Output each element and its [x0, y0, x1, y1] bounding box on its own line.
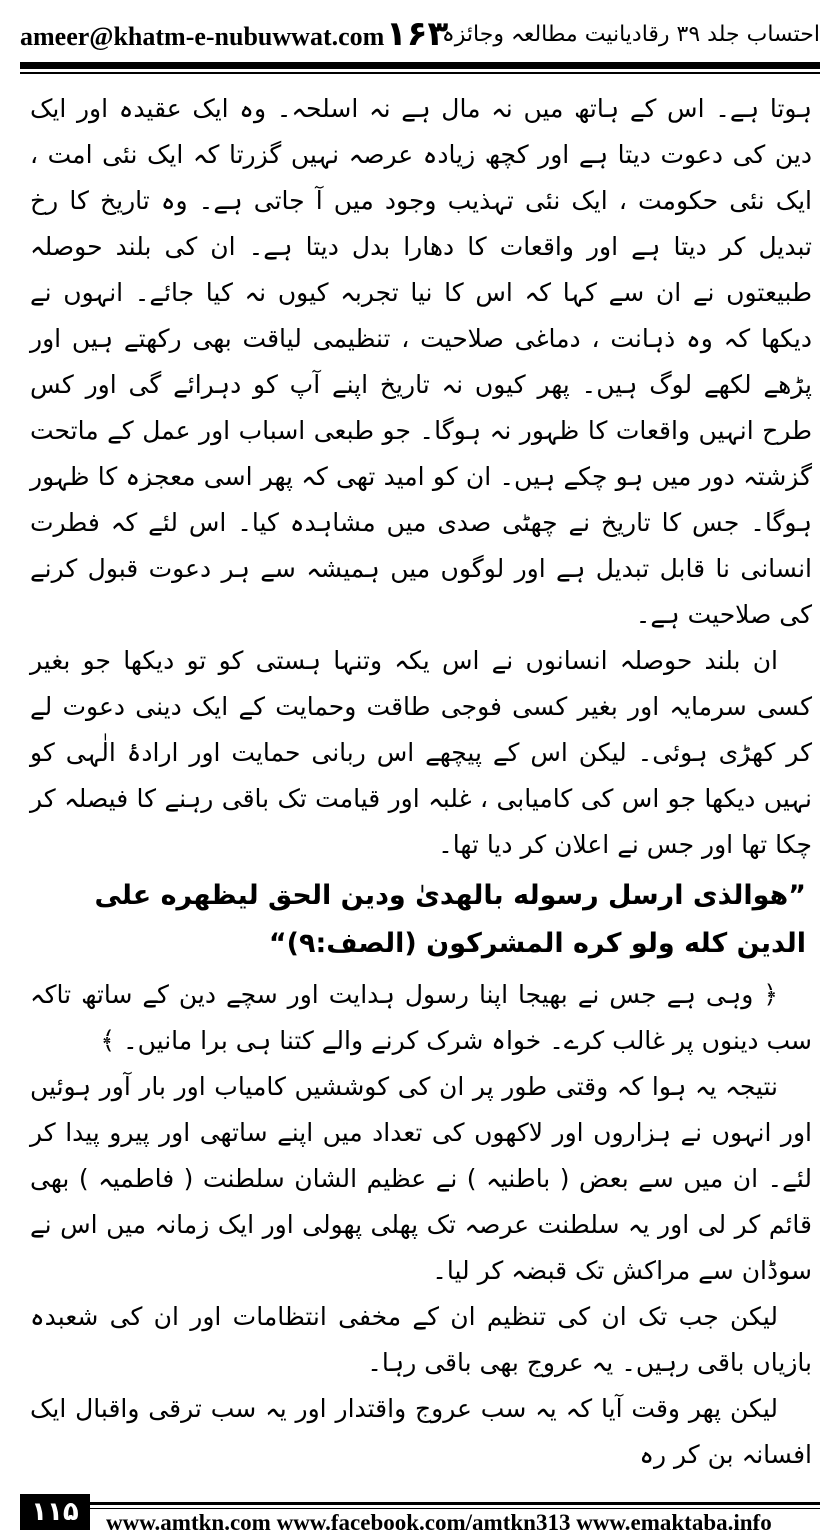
quran-verse: ”هوالذى ارسل رسوله بالهدىٰ ودين الحق ليظهره على الدين كله ولو كره المشركون (الصف:۹)“: [94, 880, 806, 959]
footer-links: www.amtkn.com www.facebook.com/amtkn313 www.emaktaba.info: [106, 1510, 772, 1535]
header-rule-thin: [20, 72, 820, 74]
header-email: ameer@khatm-e-nubuwwat.com: [20, 22, 385, 51]
header-page-number: ۱۶۳: [386, 14, 449, 54]
page-footer: [20, 1494, 820, 1534]
footer-page-number: ۱۱۵: [20, 1494, 90, 1530]
body-paragraph-4: لیکن جب تک ان کی تنظیم ان کے مخفی انتظامات اور ان کی شعبدہ بازیاں باقی رہیں۔ یہ عروج بھی باقی رہا۔: [30, 1302, 812, 1377]
body-paragraph-5: لیکن پھر وقت آیا کہ یہ سب عروج واقتدار اور یہ سب ترقی واقبال ایک افسانہ بن کر رہ: [30, 1394, 812, 1469]
page-body: [30, 86, 812, 1478]
verse-translation: ﴿ وہی ہے جس نے بھیجا اپنا رسول ہدایت اور سچے دین کے ساتھ تاکہ سب دینوں پر غالب کرے۔ خواہ شرک کرنے والے کتنا ہی برا مانیں۔ ﴾: [30, 980, 812, 1055]
footer-rule-thin: [90, 1508, 820, 1509]
page-header: [20, 14, 820, 58]
body-paragraph-3: نتیجہ یہ ہوا کہ وقتی طور پر ان کی کوششیں کامیاب اور بار آور ہوئیں اور انہوں نے ہزاروں اور لاکھوں کی تعداد میں اپنے ساتھی اور پیرو پیدا کر لئے۔ ان میں سے بعض ( باطنیہ ) نے عظیم الشان سلطنت ( فاطمیہ ) بھی قائم کر لی اور یہ سلطنت عرصہ تک پھلی پھولی اور ایک زمانہ میں اس نے سوڈان سے مراکش تک قبضہ کر لیا۔: [30, 1072, 812, 1285]
body-paragraph-1: ہوتا ہے۔ اس کے ہاتھ میں نہ مال ہے نہ اسلحہ۔ وہ ایک عقیدہ اور ایک دین کی دعوت دیتا ہے اور کچھ زیادہ عرصہ نہیں گزرتا کہ ایک نئی امت ، ایک نئی حکومت ، ایک نئی تہذیب وجود میں آ جاتی ہے۔ وہ تاریخ کا رخ تبدیل کر دیتا ہے اور واقعات کا دھارا بدل دیتا ہے۔ ان کی بلند حوصلہ طبیعتوں نے ان سے کہا کہ اس کا نیا تجربہ کیوں نہ کیا جائے۔ انہوں نے دیکھا کہ وہ ذہانت ، دماغی صلاحیت ، تنظیمی لیاقت بھی رکھتے ہیں اور پڑھے لکھے لوگ ہیں۔ پھر کیوں نہ تاریخ اپنے آپ کو دہرائے گی اور کس طرح انہیں واقعات کا ظہور نہ ہوگا۔ جو طبعی اسباب اور عمل کے ماتحت گزشتہ دور میں ہو چکے ہیں۔ ان کو امید تھی کہ پھر اسی معجزہ کا ظہور ہوگا۔ جس کا تاریخ نے چھٹی صدی میں مشاہدہ کیا۔ اس لئے کہ فطرت انسانی نا قابل تبدیل ہے اور لوگوں میں ہمیشہ سے ہر دعوت قبول کرنے کی صلاحیت ہے۔: [30, 94, 812, 629]
header-rule-thick: [20, 62, 820, 69]
body-paragraph-2: ان بلند حوصلہ انسانوں نے اس یکہ وتنہا ہستی کو تو دیکھا جو بغیر کسی سرمایہ اور بغیر کسی فوجی طاقت وحمایت کے ایک دینی دعوت لے کر کھڑی ہوئی۔ لیکن اس کے پیچھے اس ربانی حمایت اور ارادۂ الٰہی کو نہیں دیکھا جو اس کی کامیابی ، غلبہ اور قیامت تک باقی رہنے کا فیصلہ کر چکا تھا اور جس نے اعلان کر دیا تھا۔: [30, 646, 812, 859]
footer-rule-thick: [90, 1502, 820, 1505]
header-title: احتساب جلد ۳۹ رقادیانیت مطالعہ وجائزہ: [441, 22, 820, 47]
